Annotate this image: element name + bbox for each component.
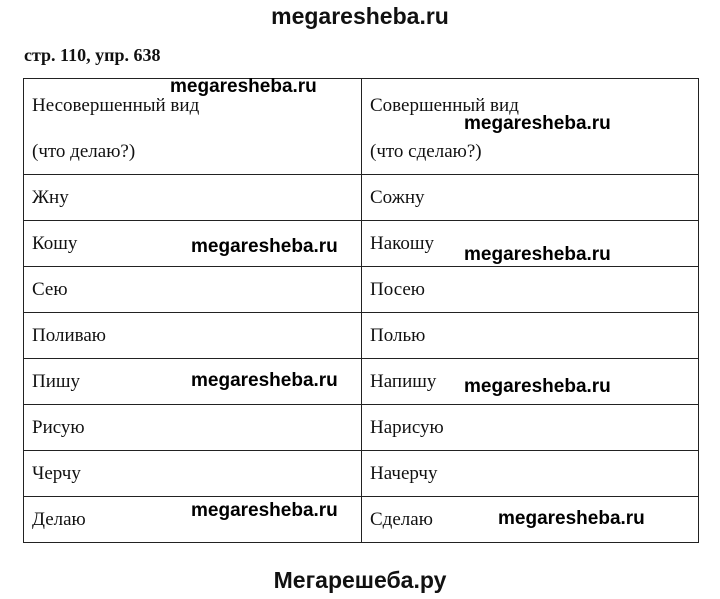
imperfective-cell: Пишу [24, 359, 362, 405]
imperfective-cell: Рисую [24, 405, 362, 451]
header-perfective-title: Совершенный вид [370, 95, 519, 116]
table-row [24, 405, 699, 451]
perfective-cell: Начерчу [362, 451, 699, 497]
site-footer: Мегарешеба.ру [273, 567, 447, 593]
imperfective-cell: Сею [24, 267, 362, 313]
perfective-cell: Нарисую [362, 405, 699, 451]
table-row [24, 451, 699, 497]
perfective-cell: Посею [362, 267, 699, 313]
exercise-reference: стр. 110, упр. 638 [24, 45, 161, 65]
watermark: megaresheba.ru [191, 500, 338, 521]
watermark: megaresheba.ru [191, 370, 338, 391]
header-perfective-question: (что сделаю?) [370, 141, 482, 162]
perfective-cell: Полью [362, 313, 699, 359]
perfective-cell: Накошу [362, 221, 699, 267]
site-header: megaresheba.ru [271, 3, 449, 29]
verb-aspect-table [23, 78, 699, 543]
watermark: megaresheba.ru [498, 508, 645, 529]
header-imperfective-title: Несовершенный вид [32, 95, 200, 116]
table-row [24, 175, 699, 221]
perfective-cell: Напишу [362, 359, 699, 405]
perfective-cell: Сожну [362, 175, 699, 221]
imperfective-cell: Кошу [24, 221, 362, 267]
imperfective-cell: Черчу [24, 451, 362, 497]
imperfective-cell: Делаю [24, 497, 362, 543]
header-imperfective-question: (что делаю?) [32, 141, 136, 162]
watermark: megaresheba.ru [464, 376, 611, 397]
watermark: megaresheba.ru [170, 76, 317, 97]
perfective-cell: Сделаю [362, 497, 699, 543]
watermark: megaresheba.ru [464, 113, 611, 134]
table-row [24, 313, 699, 359]
watermark: megaresheba.ru [464, 244, 611, 265]
imperfective-cell: Жну [24, 175, 362, 221]
table-row [24, 267, 699, 313]
watermark: megaresheba.ru [191, 236, 338, 257]
imperfective-cell: Поливаю [24, 313, 362, 359]
